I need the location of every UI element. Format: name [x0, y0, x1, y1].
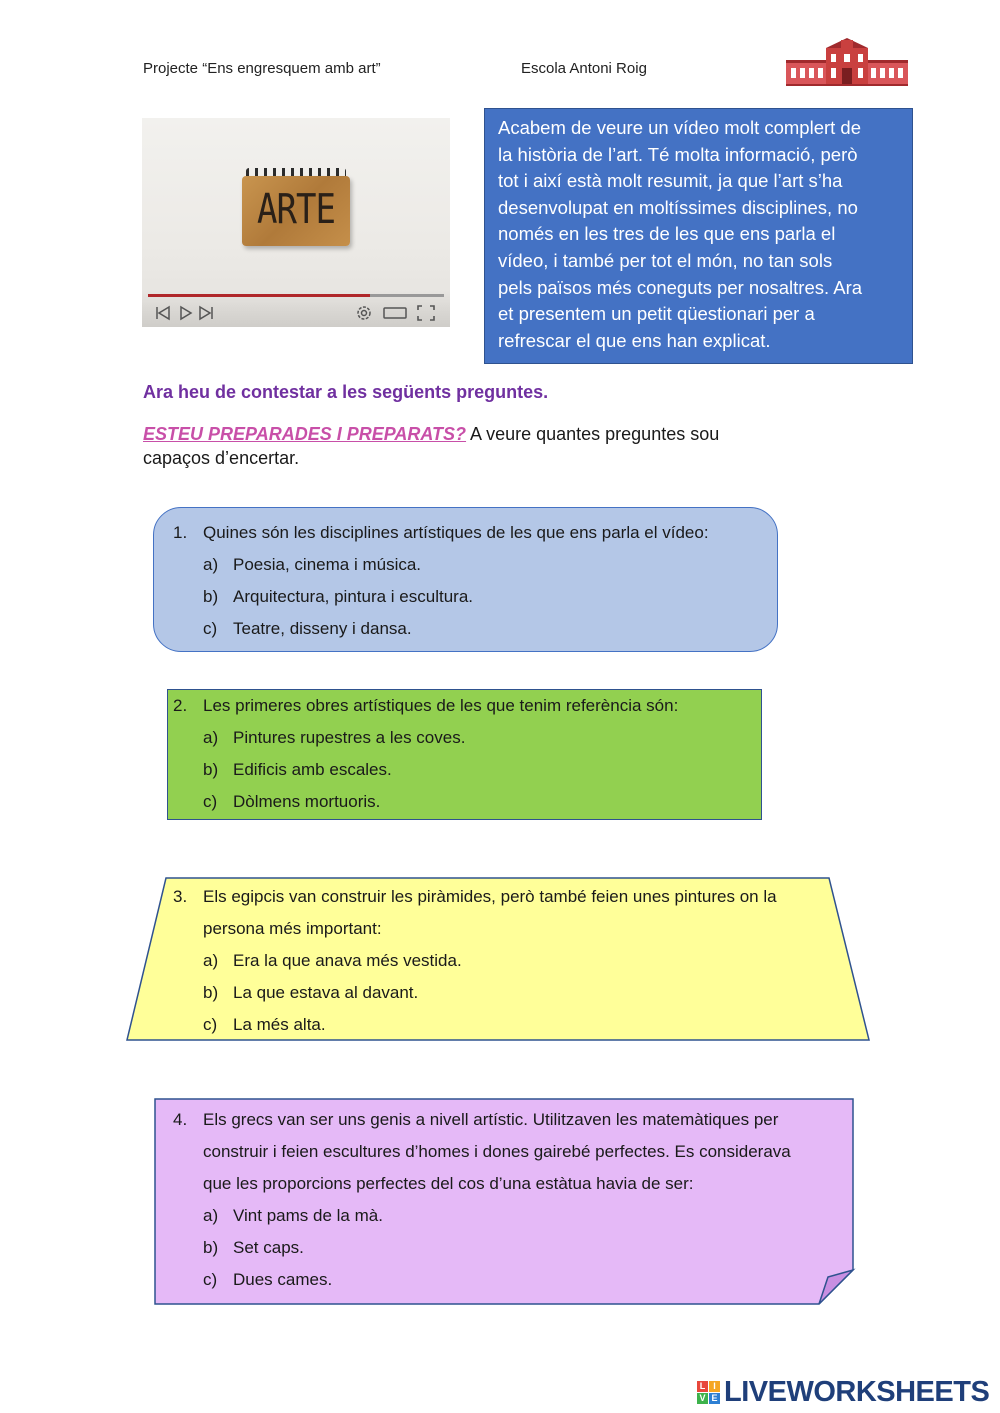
option-text[interactable]: Dòlmens mortuoris. [233, 792, 381, 811]
intro-line: Acabem de veure un vídeo molt complert de [498, 117, 861, 138]
option-letter: a) [203, 951, 219, 970]
question-number: 4. [173, 1110, 188, 1129]
video-progress-bar[interactable] [148, 294, 444, 297]
option-text[interactable]: Edificis amb escales. [233, 760, 392, 779]
settings-gear-icon[interactable] [354, 304, 374, 322]
option-text[interactable]: Arquitectura, pintura i escultura. [233, 587, 474, 606]
intro-text-box [484, 108, 913, 364]
intro-line: la història de l’art. Té molta informació, però [498, 143, 858, 165]
logo-letter-e: E [709, 1393, 720, 1404]
option-letter: c) [203, 1270, 218, 1289]
option-letter: a) [203, 728, 219, 747]
option-letter: b) [203, 760, 219, 779]
question-text: Les primeres obres artístiques de les que tenim referència són: [203, 696, 679, 715]
ready-rest-1: A veure quantes preguntes sou [466, 424, 720, 444]
question-2-box [167, 689, 762, 820]
option-letter: b) [203, 983, 219, 1002]
skip-forward-icon[interactable] [196, 304, 216, 322]
play-icon[interactable] [176, 304, 196, 322]
question-4-box [155, 1099, 854, 1305]
option-text[interactable]: La més alta. [233, 1015, 326, 1034]
question-text: Els grecs van ser uns genis a nivell artístic. Utilitzaven les matemàtiques per [203, 1110, 779, 1129]
question-number: 3. [173, 887, 188, 906]
option-letter: c) [203, 1015, 218, 1034]
logo-letter-l: L [697, 1381, 708, 1392]
question-text: que les proporcions perfectes del cos d’una estàtua havia de ser: [203, 1174, 694, 1193]
intro-line: et presentem un petit qüestionari per a [498, 303, 815, 325]
intro-line: tot i així està molt resumit, ja que l’art s’ha [498, 170, 843, 192]
liveworksheets-logo-icon [697, 1381, 721, 1405]
option-letter: b) [203, 1238, 219, 1257]
option-letter: c) [203, 792, 218, 811]
theater-mode-icon[interactable] [382, 304, 408, 322]
notebook-word: ARTE [257, 186, 335, 234]
question-text: construir i feien escultures d’homes i dones gairebé perfectes. Es considerava [203, 1142, 791, 1161]
instructions-subtitle [143, 422, 843, 470]
option-text[interactable]: Set caps. [233, 1238, 304, 1257]
intro-line: pels països més coneguts per nosaltres. Ara [498, 276, 863, 298]
option-text[interactable]: Poesia, cinema i música. [233, 555, 422, 574]
intro-line: només en les tres de les que ens parla el [498, 223, 836, 245]
video-progress-fill [148, 294, 370, 297]
logo-letter-i: I [709, 1381, 720, 1392]
ready-rest-2: capaços d’encertar. [143, 448, 300, 468]
option-text[interactable]: Teatre, disseny i dansa. [233, 619, 412, 638]
question-text: Quines són les disciplines artístiques de les que ens parla el vídeo: [203, 523, 709, 542]
question-number: 1. [173, 523, 188, 542]
option-text[interactable]: Dues cames. [233, 1270, 333, 1289]
video-thumbnail[interactable] [142, 118, 450, 327]
intro-line: refrescar el que ens han explicat. [498, 329, 771, 351]
option-text[interactable]: La que estava al davant. [233, 983, 419, 1002]
liveworksheets-brand[interactable]: LIVEWORKSHEETS [724, 1376, 990, 1408]
logo-letter-v: V [697, 1393, 708, 1404]
ready-link[interactable]: ESTEU PREPARADES I PREPARATS? [143, 424, 467, 444]
question-text: Els egipcis van construir les piràmides, però també feien unes pintures on la [203, 887, 777, 906]
option-text[interactable]: Vint pams de la mà. [233, 1206, 383, 1225]
option-letter: a) [203, 555, 219, 574]
instructions-heading: Ara heu de contestar a les següents preguntes. [143, 382, 549, 402]
question-1-box [153, 507, 778, 652]
skip-back-icon[interactable] [154, 304, 174, 322]
school-building-logo [786, 38, 908, 88]
option-letter: c) [203, 619, 218, 638]
option-text[interactable]: Pintures rupestres a les coves. [233, 728, 466, 747]
school-name: Escola Antoni Roig [521, 60, 647, 77]
notebook-cover [242, 176, 350, 246]
option-letter: a) [203, 1206, 219, 1225]
intro-line: vídeo, i també per tot el món, no tan sols [498, 249, 833, 271]
option-letter: b) [203, 587, 219, 606]
fullscreen-icon[interactable] [416, 304, 436, 322]
intro-line: desenvolupat en moltíssimes disciplines, no [498, 196, 858, 218]
question-3-box [126, 877, 871, 1042]
project-title: Projecte “Ens engresquem amb art” [143, 60, 381, 77]
question-number: 2. [173, 696, 188, 715]
option-text[interactable]: Era la que anava més vestida. [233, 951, 462, 970]
question-text: persona més important: [203, 919, 382, 938]
